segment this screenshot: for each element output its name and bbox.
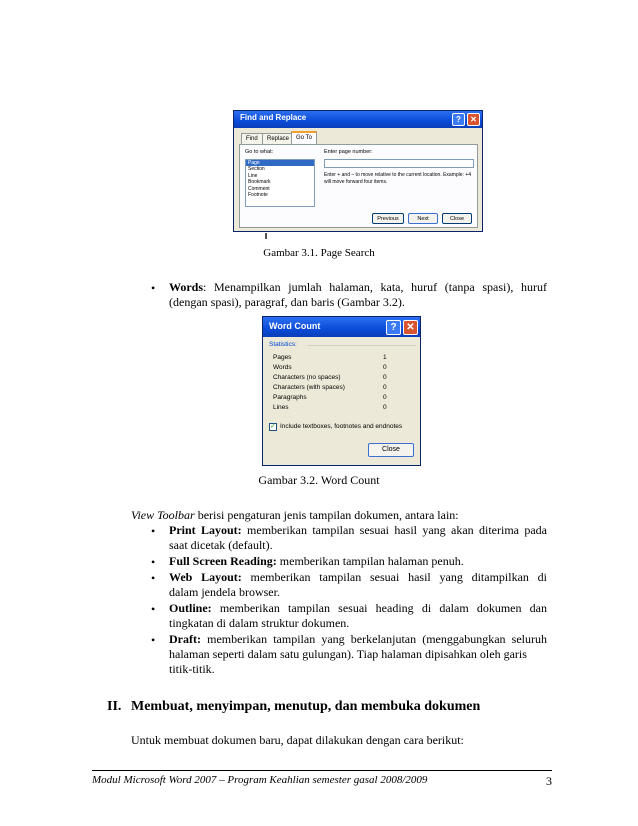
section-title: Membuat, menyimpan, menutup, dan membuka dokumen	[131, 699, 481, 714]
close-icon[interactable]: ✕	[403, 320, 418, 335]
list-item[interactable]: Footnote	[248, 191, 268, 198]
bullet-icon: •	[151, 633, 156, 647]
footer-text: Modul Microsoft Word 2007 – Program Keahlian semester gasal 2008/2009	[92, 774, 428, 786]
tab-find[interactable]: Find	[241, 133, 263, 144]
help-icon[interactable]: ?	[452, 113, 465, 126]
list-item: Draft: memberikan tampilan yang berkelanjutan (menggabungkan seluruh halaman seperti dalam satu gulungan). Tiap halaman dipisahkan oleh garis titik-titik.	[169, 632, 547, 676]
close-button[interactable]: Close	[368, 443, 414, 457]
hint-text: Enter + and – to move relative to the current location. Example: +4 will move forward four items.	[324, 172, 472, 185]
stat-row: Words 0	[273, 364, 387, 371]
statistics-label: Statistics:	[269, 341, 297, 348]
list-item[interactable]: Line	[248, 172, 258, 179]
section-intro: Untuk membuat dokumen baru, dapat dilakukan dengan cara berikut:	[131, 733, 464, 747]
stat-row: Lines 0	[273, 404, 387, 411]
list-item: Outline: memberikan tampilan sesuai heading di dalam dokumen dan tingkatan di dalam struktur dokumen.	[169, 601, 547, 630]
previous-button[interactable]: Previous	[372, 213, 404, 224]
divider	[308, 345, 416, 346]
dialog-titlebar	[263, 317, 420, 337]
checkbox-label: Include textboxes, footnotes and endnotes	[280, 423, 403, 430]
stat-row: Pages 1	[273, 354, 387, 361]
find-replace-dialog	[233, 110, 483, 232]
goto-panel	[239, 144, 478, 228]
page-number: 3	[546, 774, 552, 788]
bullet-icon: •	[151, 571, 156, 585]
stat-row: Characters (no spaces) 0	[273, 374, 387, 381]
list-item[interactable]: Comment	[248, 185, 270, 192]
list-item[interactable]: Page	[246, 160, 314, 166]
tab-go-to[interactable]: Go To	[291, 131, 317, 145]
bullet-icon: •	[151, 602, 156, 616]
view-toolbar-intro: View Toolbar berisi pengaturan jenis tampilan dokumen, antara lain:	[131, 508, 459, 522]
help-icon[interactable]: ?	[386, 320, 401, 335]
dialog-titlebar	[234, 111, 482, 128]
list-item[interactable]: Section	[248, 166, 265, 173]
next-button[interactable]: Next	[408, 213, 438, 224]
bullet-icon: •	[151, 281, 156, 295]
dialog-title: Word Count	[269, 321, 321, 331]
tab-replace[interactable]: Replace	[262, 133, 294, 144]
goto-what-label: Go to what:	[245, 149, 274, 155]
include-checkbox[interactable]: ✓	[270, 423, 276, 430]
word-count-dialog	[262, 316, 421, 466]
view-toolbar-term: View Toolbar	[131, 508, 195, 522]
bullet-icon: •	[151, 555, 156, 569]
list-item: Web Layout: memberikan tampilan sesuai hasil yang ditampilkan di dalam jendela browser.	[169, 570, 547, 599]
page-number-input[interactable]	[324, 159, 474, 168]
cursor-mark	[265, 233, 267, 239]
figure-2-caption: Gambar 3.2. Word Count	[258, 473, 380, 487]
section-number: II.	[107, 699, 122, 714]
bullet-icon: •	[151, 524, 156, 538]
dialog-title: Find and Replace	[240, 113, 307, 122]
enter-page-label: Enter page number:	[324, 149, 373, 155]
list-item: Print Layout: memberikan tampilan sesuai hasil yang akan diterima pada saat dicetak (default).	[169, 523, 547, 552]
figure-1-caption: Gambar 3.1. Page Search	[263, 247, 375, 259]
list-item[interactable]: Bookmark	[248, 179, 271, 186]
list-item: Full Screen Reading: memberikan tampilan halaman penuh.	[169, 554, 464, 568]
stat-row: Paragraphs 0	[273, 394, 387, 401]
words-paragraph	[169, 280, 547, 310]
words-term: Words	[169, 280, 204, 294]
footer-rule	[92, 770, 552, 771]
stat-row: Characters (with spaces) 0	[273, 384, 387, 391]
close-button[interactable]: Close	[442, 213, 472, 224]
close-icon[interactable]: ✕	[467, 113, 480, 126]
words-text: : Menampilkan jumlah halaman, kata, huruf (tanpa spasi), huruf (dengan spasi), paragraf, dan baris (Gambar 3.2).	[169, 280, 547, 309]
goto-what-list[interactable]	[245, 159, 315, 207]
